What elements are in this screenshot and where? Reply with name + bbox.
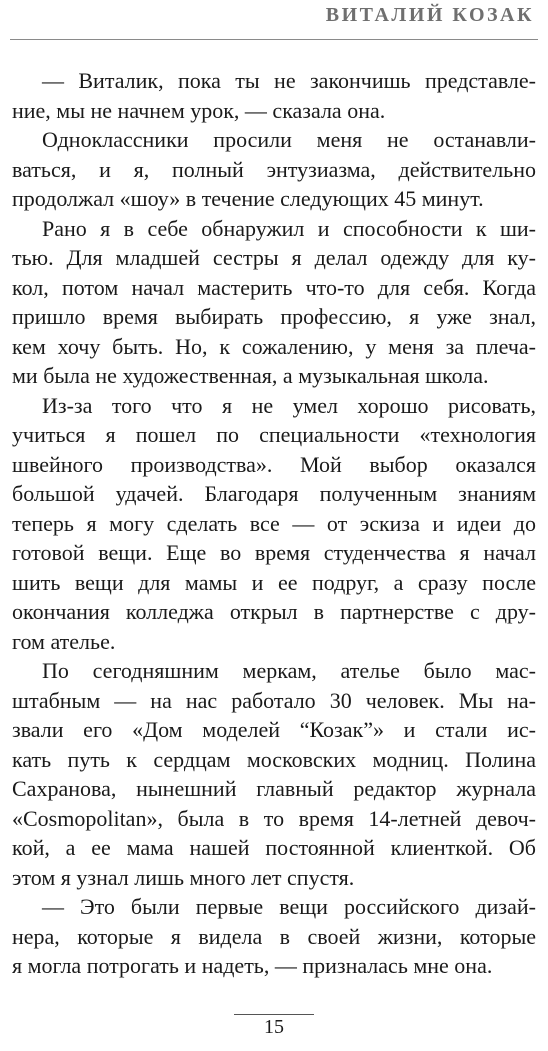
text-line: ваться, и я, полный энтузиазма, действительно (12, 156, 536, 182)
paragraph (12, 66, 536, 125)
paragraph (12, 391, 536, 657)
text-line: тью. Для младшей сестры я делал одежду для ку- (12, 245, 536, 270)
text-line: готовой вещи. Еще во время студенчества я начал (12, 540, 536, 565)
text-line: кол, потом начал мастерить что-то для себя. Когда (12, 274, 536, 300)
text-line: кать путь к сердцам московских модниц. Полина (12, 746, 536, 772)
text-line: швейного производства». Мой выбор оказался (12, 451, 536, 477)
text-line: ми была не художественная, а музыкальная школа. (12, 363, 489, 388)
text-line: кем хочу быть. Но, к сожалению, у меня за плеча- (12, 333, 536, 359)
footer-rule (234, 1014, 314, 1015)
text-line: большой удачей. Благодаря полученным знаниям (12, 481, 536, 506)
text-line: штабным — на нас работало 30 человек. Мы на- (12, 687, 536, 713)
text-line: ние, мы не начнем урок, — сказала она. (12, 97, 386, 123)
running-head: ВИТАЛИЙ КОЗАК (325, 4, 534, 26)
text-line: этом я узнал лишь много лет спустя. (12, 864, 355, 890)
body-text (12, 66, 536, 981)
text-line: Сахранова, нынешний главный редактор журнала (12, 776, 536, 801)
text-line: — Это были первые вещи российского дизай- (42, 894, 536, 919)
text-line: кой, а ее мама нашей постоянной клиенткой. Об (12, 835, 536, 860)
text-line: я могла потрогать и надеть, — призналась мне она. (12, 953, 493, 978)
text-line: — Виталик, пока ты не закончишь представле- (42, 68, 536, 93)
text-line: По сегодняшним меркам, ателье было мас- (42, 658, 536, 683)
paragraph (12, 125, 536, 214)
text-line: Одноклассники просили меня не останавли- (42, 127, 536, 152)
header-rule (10, 39, 538, 40)
paragraph (12, 892, 536, 981)
text-line: продолжал «шоу» в течение следующих 45 минут. (12, 186, 484, 211)
text-line: «Cosmopolitan», была в то время 14-летней девоч- (12, 805, 536, 831)
text-line: учиться я пошел по специальности «технология (12, 422, 536, 447)
text-line: Рано я в себе обнаружил и способности к ши- (42, 215, 536, 241)
page-number: 15 (264, 1016, 284, 1038)
text-line: звали его «Дом моделей “Козак”» и стали ис- (12, 717, 536, 742)
paragraph (12, 656, 536, 892)
text-line: теперь я могу сделать все — от эскиза и идеи до (12, 510, 536, 536)
text-line: шить вещи для мамы и ее подруг, а сразу после (12, 569, 536, 595)
paragraph (12, 214, 536, 391)
text-line: Из-за того что я не умел хорошо рисовать, (42, 392, 536, 418)
text-line: нера, которые я видела в своей жизни, которые (12, 923, 536, 949)
text-line: пришло время выбирать профессию, я уже знал, (12, 304, 536, 329)
text-line: окончания колледжа открыл в партнерстве с дру- (12, 599, 536, 624)
text-line: гом ателье. (12, 628, 116, 654)
